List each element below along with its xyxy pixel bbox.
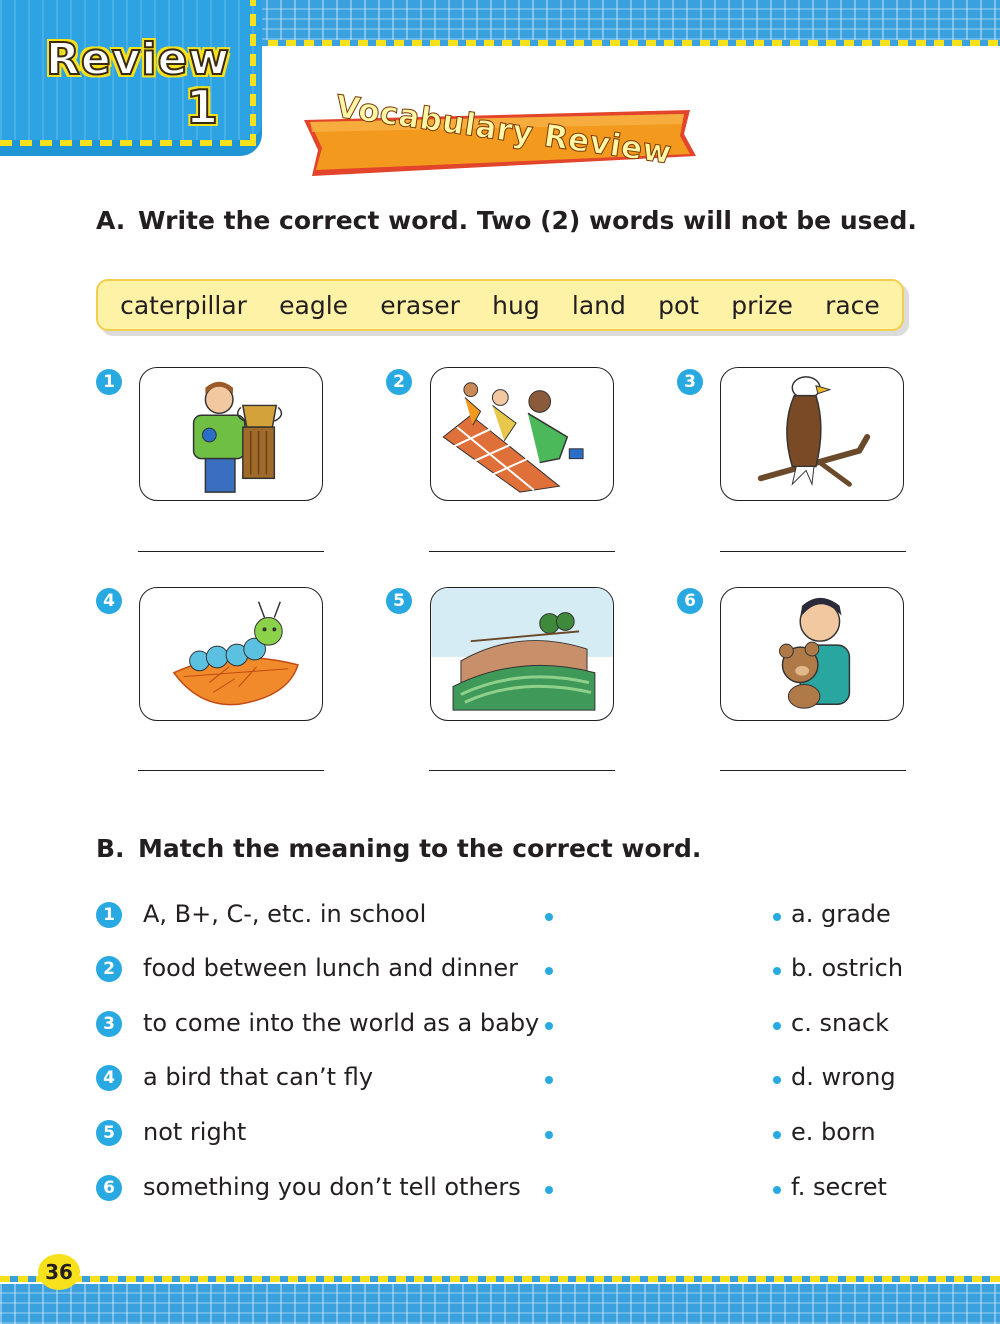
review-tag-dash-right (250, 0, 256, 146)
picture-frame-1 (139, 367, 323, 501)
match-meaning: A, B+, C-, etc. in school (143, 900, 427, 928)
match-word: e. born (791, 1118, 876, 1146)
boy-holding-trophy-icon (140, 368, 322, 500)
caterpillar-on-leaf-icon (140, 588, 322, 720)
boy-hugging-teddy-bear-icon (721, 588, 903, 720)
match-right-dot[interactable] (773, 1131, 781, 1139)
match-row (96, 1173, 916, 1207)
match-left-dot[interactable] (545, 1022, 553, 1030)
match-number-badge: 5 (96, 1120, 122, 1146)
section-a-letter: A. (96, 206, 126, 235)
match-left-dot[interactable] (545, 913, 553, 921)
match-right-dot[interactable] (773, 913, 781, 921)
match-number-badge: 4 (96, 1065, 122, 1091)
match-meaning: something you don’t tell others (143, 1173, 521, 1201)
word-bank-item: eagle (279, 290, 349, 320)
review-tag-dash-bottom (0, 140, 250, 146)
word-bank-item: prize (731, 290, 793, 320)
match-row (96, 900, 916, 934)
match-word: f. secret (791, 1173, 887, 1201)
match-word: d. wrong (791, 1063, 896, 1091)
farmland-icon (431, 588, 613, 720)
section-b-heading (96, 834, 701, 863)
answer-line-4[interactable] (138, 770, 324, 771)
picture-frame-6 (720, 587, 904, 721)
match-right-dot[interactable] (773, 1186, 781, 1194)
match-word: a. grade (791, 900, 891, 928)
answer-line-5[interactable] (429, 770, 615, 771)
eagle-on-branch-icon (721, 368, 903, 500)
match-word: c. snack (791, 1009, 889, 1037)
match-row (96, 1063, 916, 1097)
match-right-dot[interactable] (773, 1076, 781, 1084)
match-left-dot[interactable] (545, 1076, 553, 1084)
match-number-badge: 6 (96, 1175, 122, 1201)
section-b-instruction: Match the meaning to the correct word. (138, 834, 702, 863)
answer-line-1[interactable] (138, 551, 324, 552)
section-b-letter: B. (96, 834, 125, 863)
page-number: 36 (38, 1254, 80, 1290)
section-a-instruction: Write the correct word. Two (2) words will not be used. (138, 206, 917, 235)
picture-frame-5 (430, 587, 614, 721)
picture-frame-3 (720, 367, 904, 501)
word-bank-item: land (571, 290, 626, 320)
picture-frame-2 (430, 367, 614, 501)
match-meaning: not right (143, 1118, 247, 1146)
match-left-dot[interactable] (545, 1131, 553, 1139)
answer-line-2[interactable] (429, 551, 615, 552)
match-right-dot[interactable] (773, 1022, 781, 1030)
match-meaning: a bird that can’t fly (143, 1063, 374, 1091)
match-left-dot[interactable] (545, 967, 553, 975)
section-a-heading (96, 206, 917, 235)
word-bank-item: eraser (380, 290, 460, 320)
match-row (96, 1118, 916, 1152)
word-bank (96, 279, 904, 331)
review-label: Review (46, 34, 230, 85)
bottom-dashed-line (0, 1276, 1000, 1282)
answer-line-3[interactable] (720, 551, 906, 552)
match-left-dot[interactable] (545, 1186, 553, 1194)
match-meaning: food between lunch and dinner (143, 954, 518, 982)
word-bank-item: pot (658, 290, 700, 320)
match-row (96, 1009, 916, 1043)
top-dashed-line (250, 40, 1000, 46)
bottom-border-band (0, 1284, 1000, 1324)
word-bank-item: race (825, 290, 880, 320)
match-number-badge: 3 (96, 1011, 122, 1037)
match-row (96, 954, 916, 988)
banner-title: Vocabulary Review (333, 88, 674, 172)
match-number-badge: 2 (96, 956, 122, 982)
item-number-badge: 4 (96, 588, 122, 614)
match-right-dot[interactable] (773, 967, 781, 975)
picture-frame-4 (139, 587, 323, 721)
item-number-badge: 5 (386, 588, 412, 614)
answer-line-6[interactable] (720, 770, 906, 771)
item-number-badge: 2 (386, 369, 412, 395)
word-bank-item: caterpillar (120, 290, 247, 320)
item-number-badge: 1 (96, 369, 122, 395)
item-number-badge: 3 (677, 369, 703, 395)
review-number: 1 (186, 80, 219, 134)
review-tag (0, 0, 262, 156)
match-meaning: to come into the world as a baby (143, 1009, 540, 1037)
item-number-badge: 6 (677, 588, 703, 614)
match-word: b. ostrich (791, 954, 904, 982)
kids-racing-icon (431, 368, 613, 500)
word-bank-item: hug (492, 290, 540, 320)
match-number-badge: 1 (96, 902, 122, 928)
